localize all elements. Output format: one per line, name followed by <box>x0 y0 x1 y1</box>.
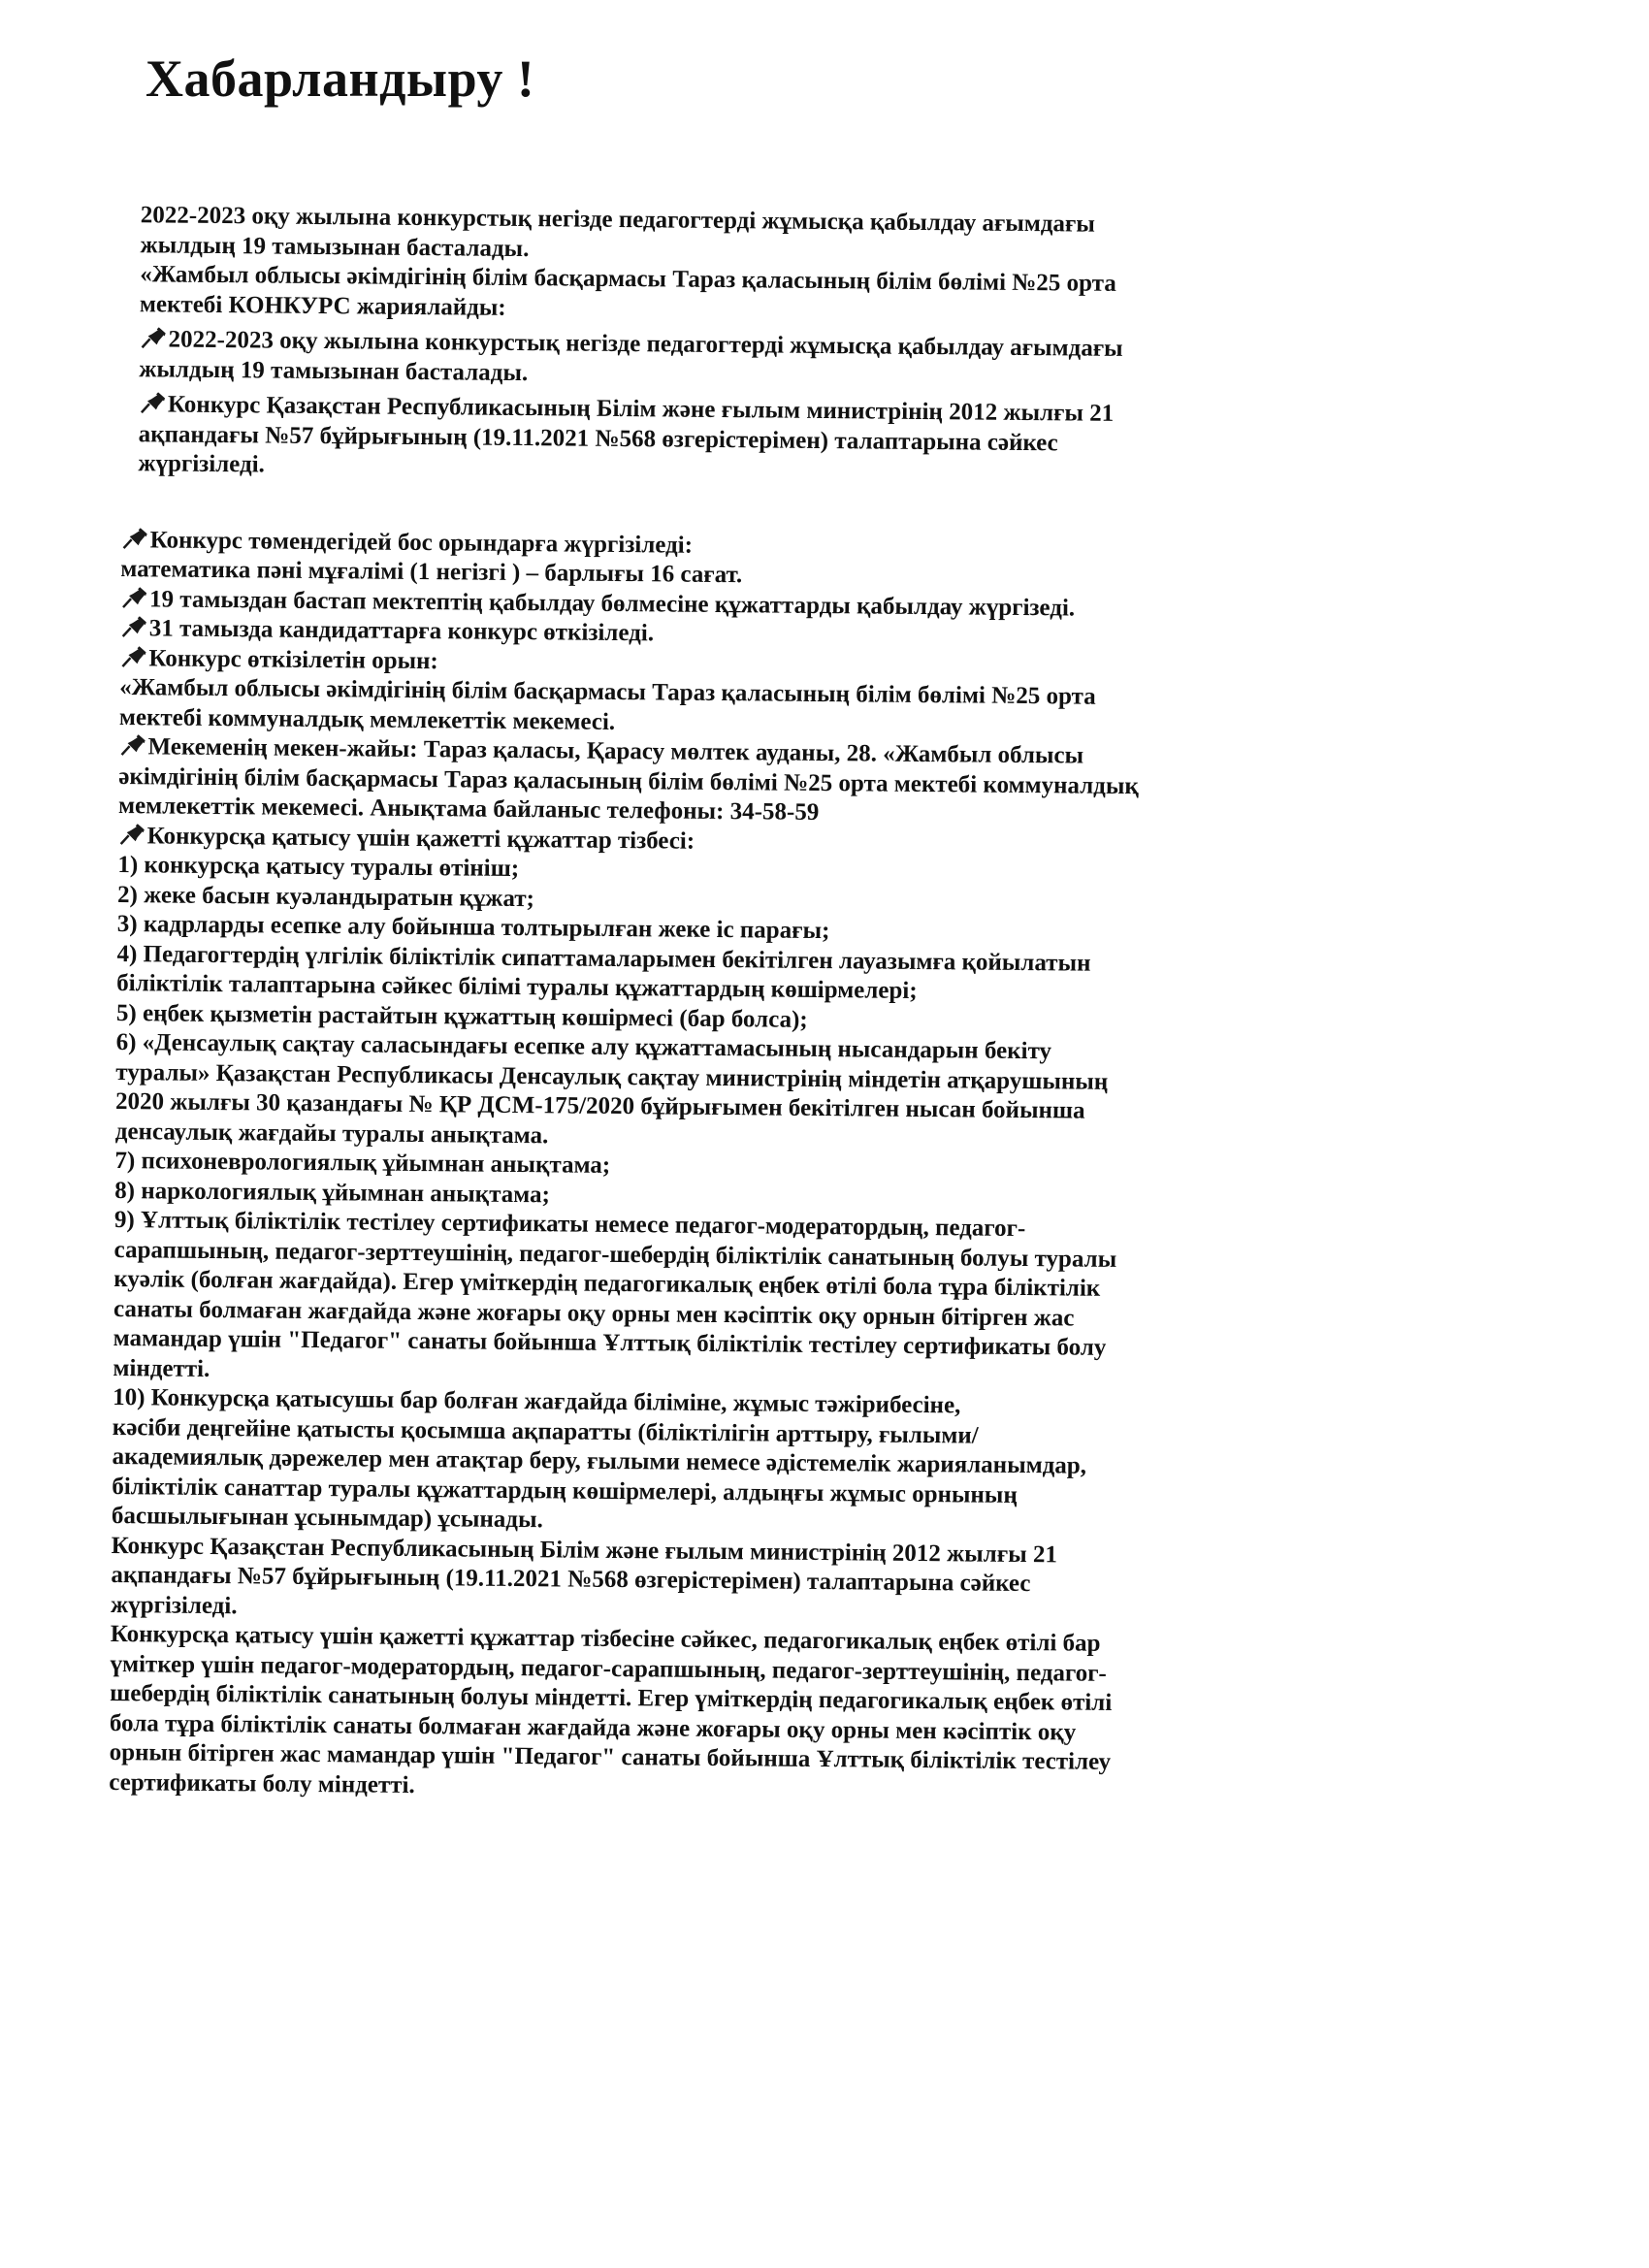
text-line: үміткер үшін педагог-модератордың, педагог-сарапшының, педагог-зерттеушінің, педагог- <box>110 1650 1107 1687</box>
list-item: санаты болмаған жағдайда және жоғары оқу орны мен кәсіптік оқу орнын бітірген жас <box>113 1295 1075 1332</box>
text-line: мектебі коммуналдық мемлекеттік мекемесі. <box>118 703 616 735</box>
text-line: бола тұра біліктілік санаты болмаған жағдайда және жоғары оқу орны мен кәсіптік оқу <box>109 1709 1077 1746</box>
text-line: жүргізіледі. <box>138 450 265 478</box>
bullet-text: 2022-2023 оқу жылына конкурстық негізде педагогтерді жұмысқа қабылдау ағымдағы <box>168 326 1123 362</box>
announcement-body <box>101 201 1533 1811</box>
list-item: 6) «Денсаулық сақтау саласындағы есепке алу құжаттамасының нысандарын бекіту <box>115 1029 1052 1065</box>
list-item: сарапшының, педагог-зерттеушінің, педагог-шебердің біліктілік санатының болуы туралы <box>113 1236 1117 1273</box>
list-item: 10) Конкурсқа қатысушы бар болған жағдайда біліміне, жұмыс тәжірибесіне, <box>113 1384 961 1419</box>
bullet-text: Конкурс Қазақстан Республикасының Білім және ғылым министрінің 2012 жылғы 21 <box>167 391 1115 427</box>
text-line: жүргізіледі. <box>110 1591 238 1619</box>
text-line: Конкурсқа қатысу үшін қажетті құжаттар тізбесіне сәйкес, педагогикалық еңбек өтілі бар <box>110 1621 1101 1657</box>
list-item: академиялық дәрежелер мен атақтар беру, ғылыми немесе әдістемелік жарияланымдар, <box>112 1443 1087 1479</box>
bullet-text: Мекеменің мекен-жайы: Тараз қаласы, Қарасу мөлтек ауданы, 28. «Жамбыл облысы <box>147 733 1084 769</box>
text-line: Конкурс Қазақстан Республикасының Білім және ғылым министрінің 2012 жылғы 21 <box>111 1532 1058 1568</box>
list-item: куәлік (болған жағдайда). Егер үміткердің педагогикалық еңбек өтілі бола тұра біліктілік <box>113 1266 1101 1302</box>
text-line: жылдың 19 тамызынан басталады. <box>139 355 529 386</box>
bullet-text: Конкурс өткізілетін орын: <box>148 644 438 674</box>
text-line: математика пәні мұғалімі (1 негізгі ) – барлығы 16 сағат. <box>120 556 743 589</box>
list-item: біліктілік санаттар туралы құжаттардың көшірмелері, алдыңғы жұмыс орнының <box>112 1473 1018 1508</box>
text-line: ақпандағы №57 бұйрығының (19.11.2021 №568 өзгерістерімен) талаптарына сәйкес <box>138 420 1058 456</box>
list-item: міндетті. <box>113 1354 210 1382</box>
text-line: сертификаты болу міндетті. <box>109 1768 415 1798</box>
pushpin-icon <box>120 586 147 609</box>
list-item: 1) конкурсқа қатысу туралы өтініш; <box>117 852 520 883</box>
pushpin-icon <box>118 823 146 846</box>
list-item: денсаулық жағдайы туралы анықтама. <box>114 1118 549 1149</box>
list-item: 3) кадрларды есепке алу бойынша толтырылған жеке іс парағы; <box>116 911 830 945</box>
list-item: 2) жеке басын куәландыратын құжат; <box>117 881 535 912</box>
text-line: 2022-2023 оқу жылына конкурстық негізде педагогтерді жұмысқа қабылдау ағымдағы <box>140 202 1096 238</box>
list-item: басшылығынан ұсынымдар) ұсынады. <box>111 1503 543 1534</box>
pushpin-icon <box>121 527 148 550</box>
text-line: орнын бітірген жас мамандар үшін "Педагог" санаты бойынша Ұлттық біліктілік тестілеу <box>109 1739 1112 1775</box>
text-line: мектебі КОНКУРС жариялайды: <box>139 290 506 321</box>
list-item: мамандар үшін "Педагог" санаты бойынша Ұлттық біліктілік тестілеу сертификаты болу <box>113 1325 1107 1361</box>
list-item: 5) еңбек қызметін растайтын құжаттың көшірмесі (бар болса); <box>115 999 808 1033</box>
text-line: «Жамбыл облысы әкімдігінің білім басқармасы Тараз қаласының білім бөлімі №25 орта <box>119 674 1096 710</box>
text-line: «Жамбыл облысы әкімдігінің білім басқармасы Тараз қаласының білім бөлімі №25 орта <box>140 261 1116 297</box>
list-item: 2020 жылғы 30 қазандағы № ҚР ДСМ-175/2020 бұйрығымен бекітілген нысан бойынша <box>114 1088 1085 1124</box>
list-item: 8) наркологиялық ұйымнан анықтама; <box>114 1177 551 1208</box>
pushpin-icon <box>120 615 147 638</box>
list-item: 9) Ұлттық біліктілік тестілеу сертификаты немесе педагог-модератордың, педагог- <box>113 1207 1026 1243</box>
text-line: әкімдігінің білім басқармасы Тараз қаласының білім бөлімі №25 орта мектебі коммуналдық <box>118 762 1139 799</box>
bullet-text: 31 тамызда кандидаттарға конкурс өткізіледі. <box>148 615 655 647</box>
text-line: жылдың 19 тамызынан басталады. <box>140 231 530 262</box>
pushpin-icon <box>139 391 166 414</box>
list-item: кәсіби деңгейіне қатысты қосымша ақпаратты (біліктілігін арттыру, ғылыми/ <box>112 1413 979 1449</box>
pushpin-icon <box>118 733 146 757</box>
text-line: шебердің біліктілік санатының болуы міндетті. Егер үміткердің педагогикалық еңбек өтілі <box>110 1680 1113 1716</box>
list-item: 7) психоневрологиялық ұйымнан анықтама; <box>114 1148 611 1179</box>
list-item: біліктілік талаптарына сәйкес білімі туралы құжаттардың көшірмелері; <box>116 970 918 1004</box>
pushpin-icon <box>119 645 146 668</box>
pushpin-icon <box>140 326 167 349</box>
text-line: мемлекеттік мекемесі. Анықтама байланыс телефоны: 34-58-59 <box>117 793 820 826</box>
list-item: туралы» Қазақстан Республикасы Денсаулық сақтау министрінің міндетін атқарушының <box>115 1058 1109 1095</box>
bullet-text: 19 тамыздан бастап мектептің қабылдау бөлмесіне құжаттарды қабылдау жүргізеді. <box>148 585 1076 622</box>
bullet-text: Конкурс төмендегідей бос орындарға жүргізіледі: <box>149 526 694 559</box>
bullet-text: Конкурсқа қатысу үшін қажетті құжаттар тізбесі: <box>146 822 695 855</box>
list-item: 4) Педагогтердің үлгілік біліктілік сипаттамаларымен бекітілген лауазымға қойылатын <box>116 940 1091 977</box>
page-title: Хабарландыру ! <box>146 49 535 108</box>
text-line: ақпандағы №57 бұйрығының (19.11.2021 №568 өзгерістерімен) талаптарына сәйкес <box>111 1562 1031 1598</box>
